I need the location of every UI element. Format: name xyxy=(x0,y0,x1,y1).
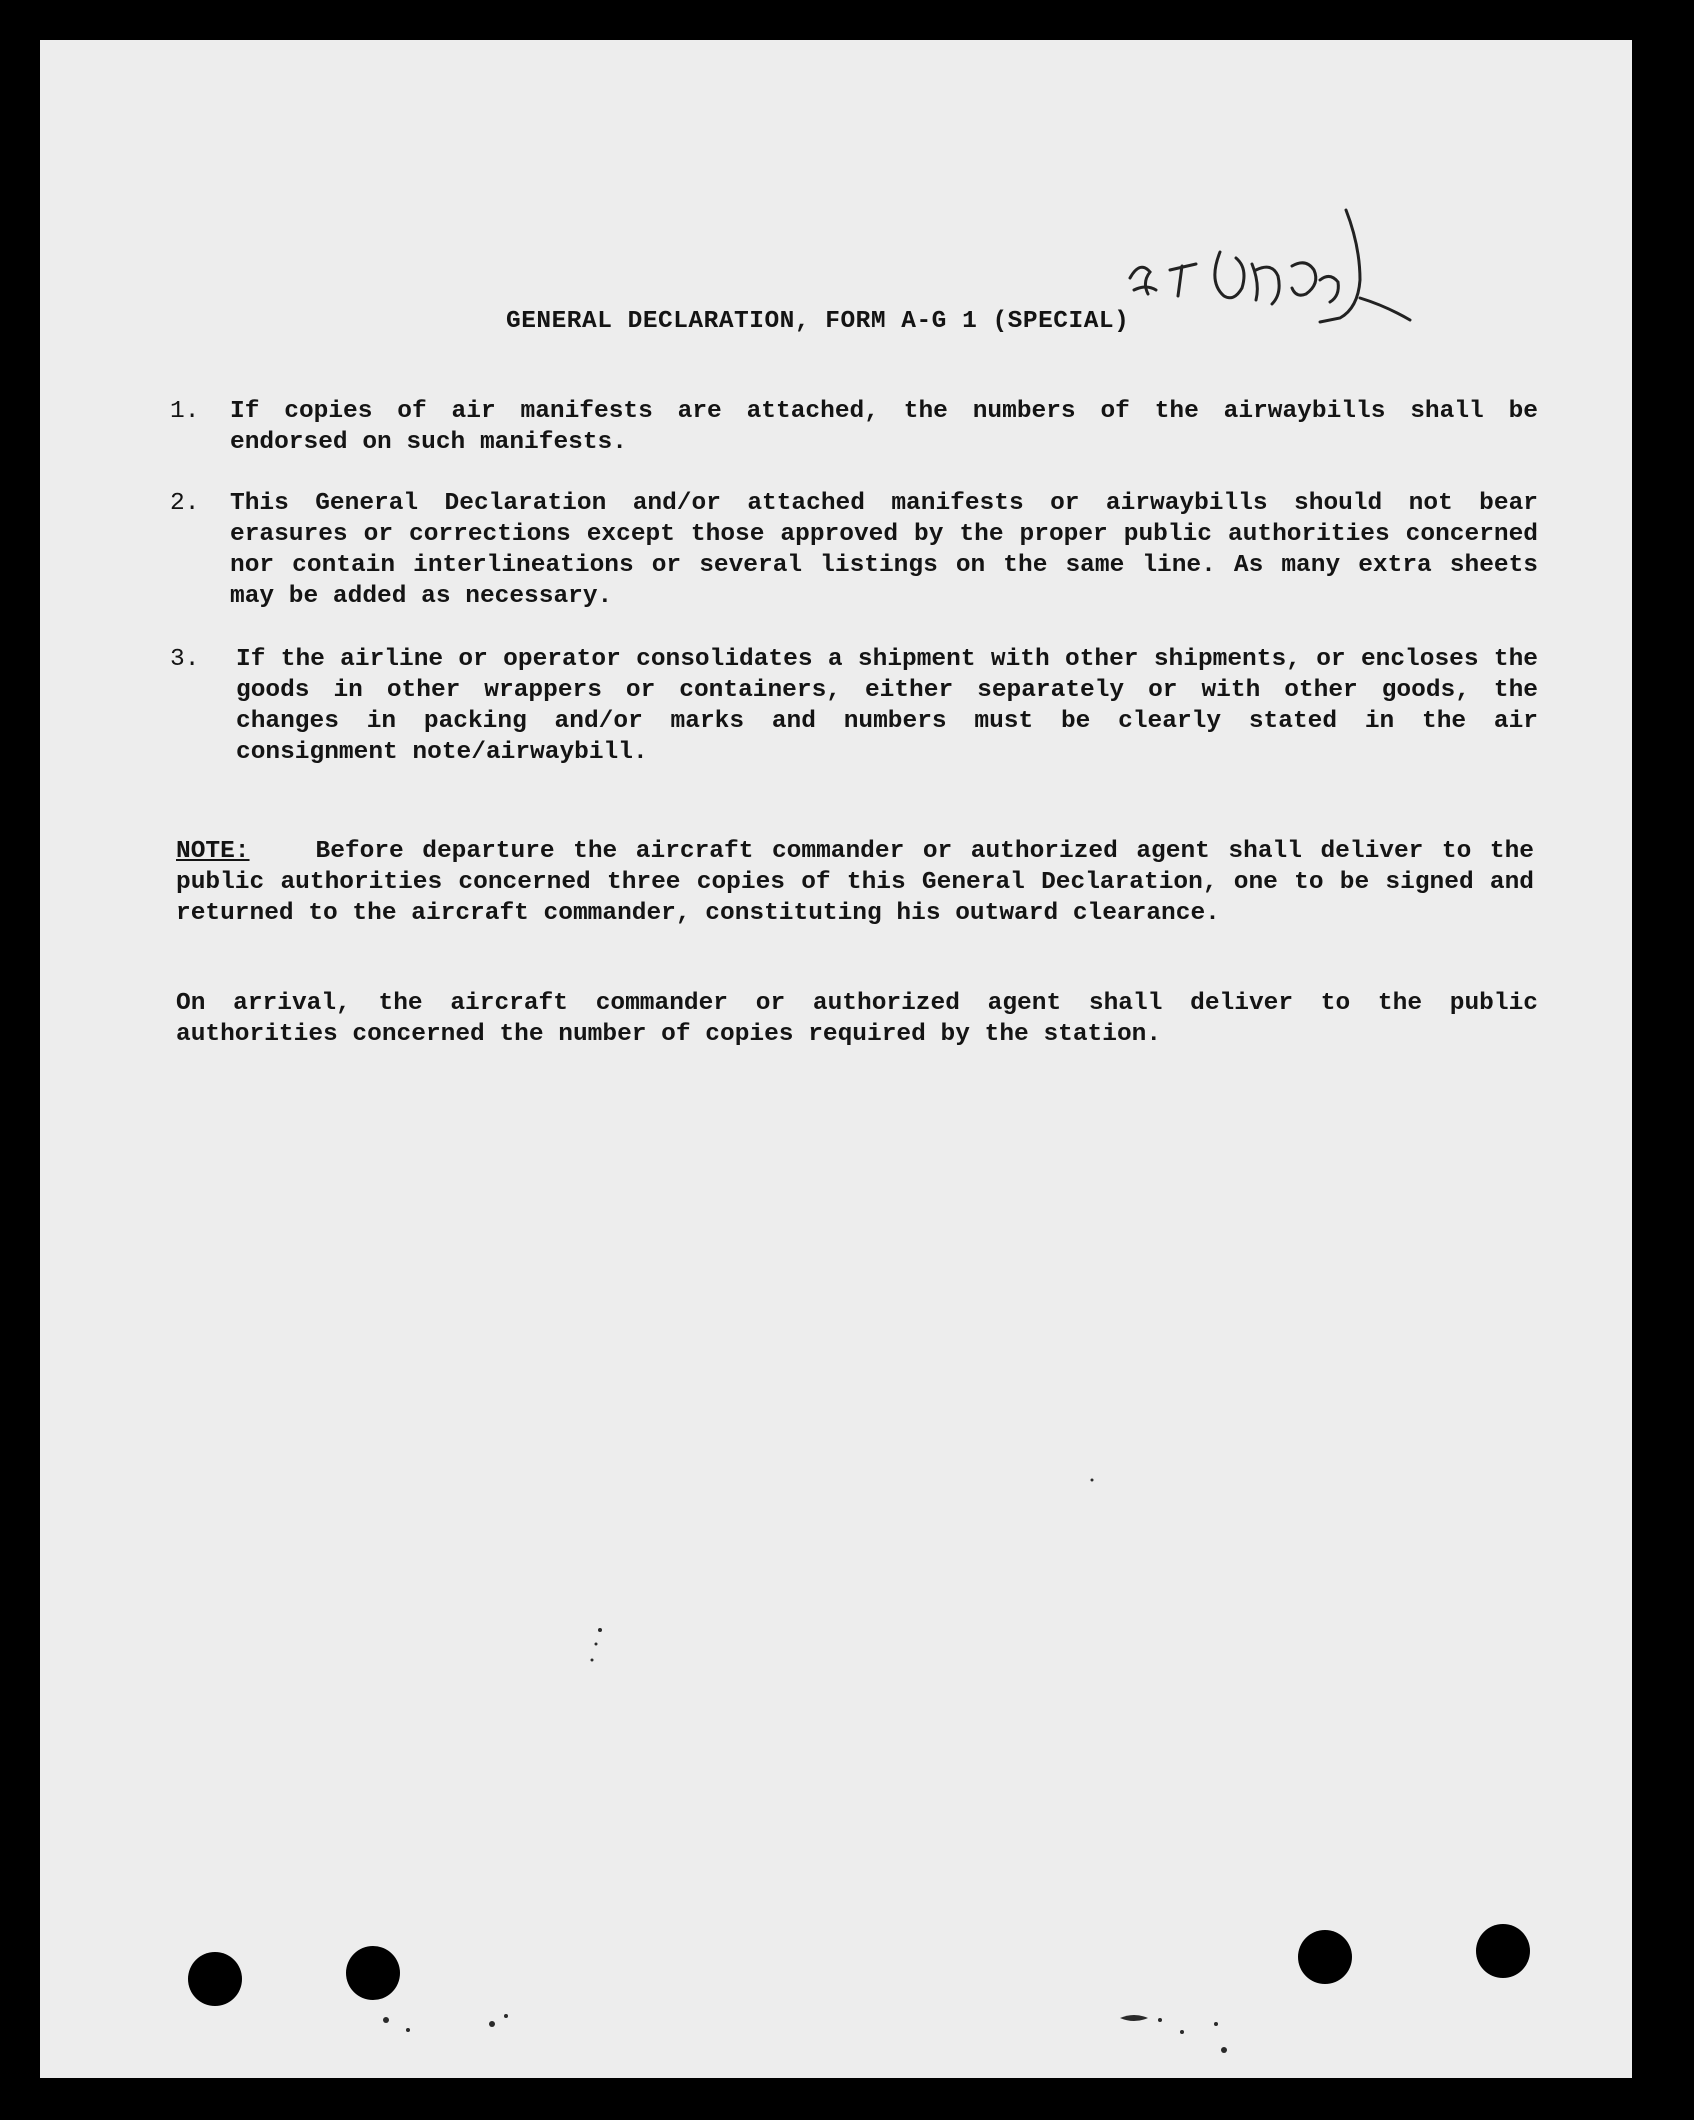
punch-hole xyxy=(1298,1930,1352,1984)
item-text: If the airline or operator consolidates a shipment with other shipments, or encloses the goods in other wrappers or containers, either separately or with other goods, the changes in packing and/or marks and numbers must be clearly stated in the air consignment note/airwaybill. xyxy=(236,646,1538,766)
item-number: 2. xyxy=(170,490,200,517)
item-number: 3. xyxy=(170,646,200,673)
item-text: If copies of air manifests are attached, the numbers of the airwaybills shall be endorsed on such manifests. xyxy=(230,398,1538,456)
punch-hole xyxy=(188,1952,242,2006)
punch-hole xyxy=(1476,1924,1530,1978)
scan-specks xyxy=(40,40,1632,2078)
note-text: Before departure the aircraft commander or authorized agent shall deliver to the public authorities concerned three copies of this General Declaration, one to be signed and returned to the aircraft commander, constituting his outward clearance. xyxy=(176,838,1534,927)
paper-sheet xyxy=(40,40,1632,2078)
document-title: GENERAL DECLARATION, FORM A-G 1 (SPECIAL) xyxy=(506,308,1130,335)
item-number: 1. xyxy=(170,398,200,425)
item-text: This General Declaration and/or attached manifests or airwaybills should not bear erasures or corrections except those approved by the proper public authorities concerned nor contain interlineations or several listings on the same line. As many extra sheets may be added as necessary. xyxy=(230,490,1538,610)
arrival-paragraph: On arrival, the aircraft commander or authorized agent shall deliver to the public authorities concerned the number of copies required by the station. xyxy=(176,990,1538,1048)
punch-hole xyxy=(346,1946,400,2000)
note-label: NOTE: xyxy=(176,838,250,865)
